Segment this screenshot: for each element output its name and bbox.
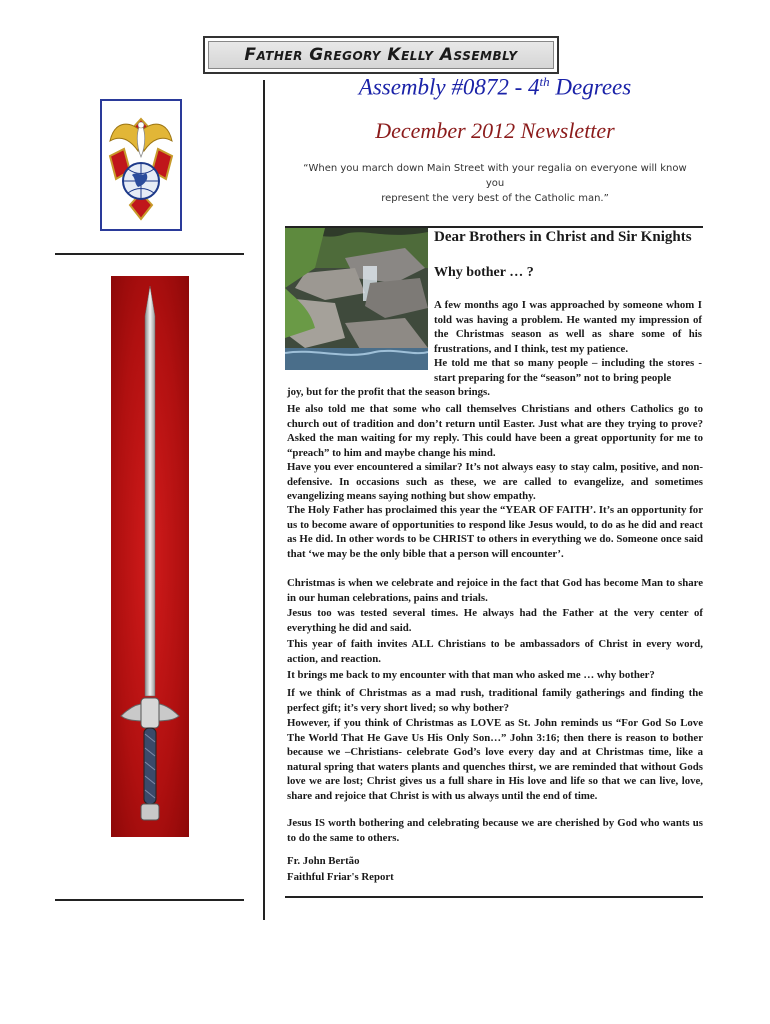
emblem-icon [102, 101, 180, 229]
paragraph-7: Jesus too was tested several times. He always had the Father at the very center of everything he did and said. [287, 607, 703, 634]
fourth-degree-emblem [100, 99, 182, 231]
article-subheading: Why bother … ? [434, 265, 534, 280]
assembly-title-main: Assembly #0872 - 4 [358, 74, 540, 100]
quote-line-2: represent the very best of the Catholic man.” [381, 193, 609, 204]
column-divider [263, 80, 265, 920]
signature-title: Faithful Friar's Report [287, 871, 394, 883]
paragraph-5: The Holy Father has proclaimed this year the “YEAR OF FAITH’. It’s an opportunity for us to become aware of opportunities to respond like Jesus would, to do as he did and react as He did. In other words to be CHRIST to others in everything we do. Someone once said that ‘we may be the only bible that a person will encounter’. [287, 504, 703, 560]
article-heading: Dear Brothers in Christ and Sir Knights [434, 229, 692, 245]
left-rule-top [55, 253, 244, 255]
sword-image [111, 276, 189, 837]
waterfall-photo [285, 228, 428, 370]
article-rule-bottom [285, 896, 703, 898]
quote-line-1: “When you march down Main Street with your regalia on everyone will know you [303, 163, 687, 189]
paragraph-12: Jesus IS worth bothering and celebrating because we are cherished by God who wants us to do the same to others. [287, 817, 703, 844]
paragraph-8: This year of faith invites ALL Christians to be ambassadors of Christ in every word, action, and reaction. [287, 638, 703, 665]
paragraph-9: It brings me back to my encounter with that man who asked me … why bother? [287, 669, 655, 681]
paragraph-4: Have you ever encountered a similar? It’s not always easy to stay calm, positive, and non-defensive. In occasions such as these, we are called to evangelize, and sometimes evangelizing means saying nothing but show empathy. [287, 461, 703, 502]
assembly-title-suffix: Degrees [549, 74, 632, 100]
assembly-title-sup: th [539, 74, 550, 89]
banner-text: Father Gregory Kelly Assembly [208, 41, 554, 69]
paragraph-2b: joy, but for the profit that the season brings. [287, 386, 490, 398]
paragraph-2a: He told me that so many people – including the stores - start preparing for the “season” not to bring people [434, 357, 702, 384]
waterfall-icon [285, 228, 428, 370]
paragraph-3: He also told me that some who call themselves Christians and others Catholics go to church out of tradition and don’t return until Easter. Just what are they trying to prove? Asked the man waiting for my reply. This could have been a great opportunity for me to “preach” to him and maybe change his mind. [287, 403, 703, 459]
paragraph-6: Christmas is when we celebrate and rejoice in the fact that God has become Man to share in our human celebrations, pains and trials. [287, 577, 703, 604]
banner [203, 36, 559, 74]
quote [300, 161, 690, 206]
left-rule-bottom [55, 899, 244, 901]
paragraph-1: A few months ago I was approached by someone whom I told was having a problem. He wanted my impression of the Christmas season as well as share some of his frustrations, and I think, test my patience. [434, 299, 702, 355]
sword-icon [111, 276, 189, 837]
paragraph-10: If we think of Christmas as a mad rush, traditional family gatherings and finding the perfect gift; it’s very short lived; so why bother? [287, 687, 703, 714]
paragraph-11: However, if you think of Christmas as LOVE as St. John reminds us “For God So Love The World That He Gave Us His Only Son…” John 3:16; then there is reason to bother because we –Christians- celebrate God’s love every day and at Christmas time, like a natural spring that waters plants and quenches thirst, we are reminded that without Gods love we are lost; Christ gives us a full share in His love and life so that we can live, love, share and rejoice that Christ is with us always until the end of time. [287, 717, 703, 802]
assembly-title [300, 74, 690, 101]
signature-name: Fr. John Bertão [287, 855, 360, 867]
newsletter-title: December 2012 Newsletter [375, 118, 615, 143]
